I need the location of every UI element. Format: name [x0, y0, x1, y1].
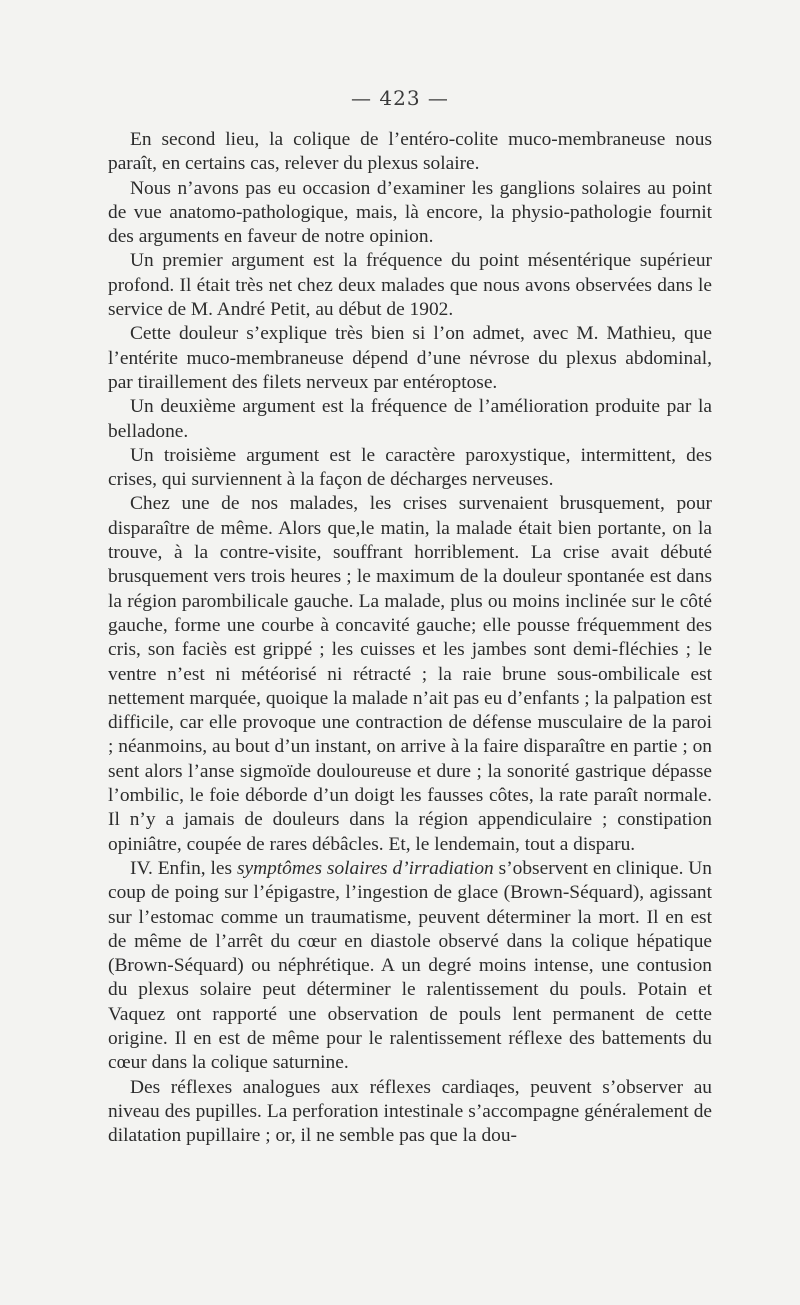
- paragraph-symptomes-irradiation: [108, 857, 712, 1076]
- paragraph-douleur-explication: Cette douleur s’explique très bien si l’on admet, avec M. Mathieu, que l’entérite muco-membraneuse dépend d’une névrose du plexus abdominal, par tiraillement des filets nerveux par entéroptose.: [108, 323, 712, 393]
- irradiation-text-before: IV. Enfin, les: [130, 857, 237, 879]
- page-number: — 423 —: [351, 86, 449, 110]
- irradiation-italic-term: symptômes solaires d’irradiation: [236, 857, 494, 879]
- paragraph-observation-malade: Chez une de nos malades, les crises survenaient brusquement, pour disparaître de même. Alors que,le matin, la malade était bien portante, on la trouve, à la contre-visite, souffrant horriblement. La crise avait débuté brusquement vers trois heures ; le maximum de la douleur spontanée est dans la région parombilicale gauche. La malade, plus ou moins inclinée sur le côté gauche, forme une courbe à concavité gauche; elle pousse fréquemment des cris, son faciès est grippé ; les cuisses et les jambes sont demi-fléchies ; le ventre n’est ni météorisé ni rétracté ; la raie brune sous-ombilicale est nettement marquée, quoique la malade n’ait pas eu d’enfants ; la palpation est difficile, car elle provoque une contraction de défense musculaire de la paroi ; néanmoins, au bout d’un instant, on arrive à la faire disparaître en partie ; on sent alors l’anse sigmoïde douloureuse et dure ; la sonorité gastrique dépasse l’ombilic, le foie déborde d’un doigt les fausses côtes, la rate paraît normale. Il n’y a jamais de douleurs dans la région appendiculaire ; constipation opiniâtre, coupée de rares débâcles. Et, le lendemain, tout a disparu.: [108, 493, 712, 855]
- paragraph-troisieme-argument: Un troisième argument est le caractère paroxystique, intermittent, des crises, qui surviennent à la façon de décharges nerveuses.: [108, 444, 712, 491]
- irradiation-text-after: s’observent en clinique. Un coup de poing sur l’épigastre, l’ingestion de glace (Brown-Séquard), agissant sur l’estomac comme un traumatisme, peuvent déterminer la mort. Il en est de même de l’arrêt du cœur en diastole observé dans la colique hépatique (Brown-Séquard) ou néphrétique. A un degré moins intense, une contusion du plexus solaire peut déterminer le ralentissement du pouls. Potain et Vaquez ont rapporté une observation de pouls lent permanent de cette origine. Il en est de même pour le ralentissement réflexe des battements du cœur dans la colique saturnine.: [108, 857, 712, 1074]
- paragraph-colique-entero-colite: En second lieu, la colique de l’entéro-colite muco-membraneuse nous paraît, en certains cas, relever du plexus solaire.: [108, 129, 712, 175]
- body-text: [108, 128, 712, 1148]
- paragraph-reflexes-pupilles: Des réflexes analogues aux réflexes cardiaqes, peuvent s’observer au niveau des pupilles. La perforation intestinale s’accompagne généralement de dilatation pupillaire ; or, il ne semble pas que la dou-: [108, 1076, 712, 1147]
- paragraph-ganglions-solaires: Nous n’avons pas eu occasion d’examiner les ganglions solaires au point de vue anatomo-pathologique, mais, là encore, la physio-pathologie fournit des arguments en faveur de notre opinion.: [108, 177, 712, 248]
- paragraph-premier-argument: Un premier argument est la fréquence du point mésentérique supérieur profond. Il était très net chez deux malades que nous avons observées dans le service de M. André Petit, au début de 1902.: [108, 250, 712, 321]
- paragraph-deuxieme-argument: Un deuxième argument est la fréquence de l’amélioration produite par la belladone.: [108, 396, 712, 442]
